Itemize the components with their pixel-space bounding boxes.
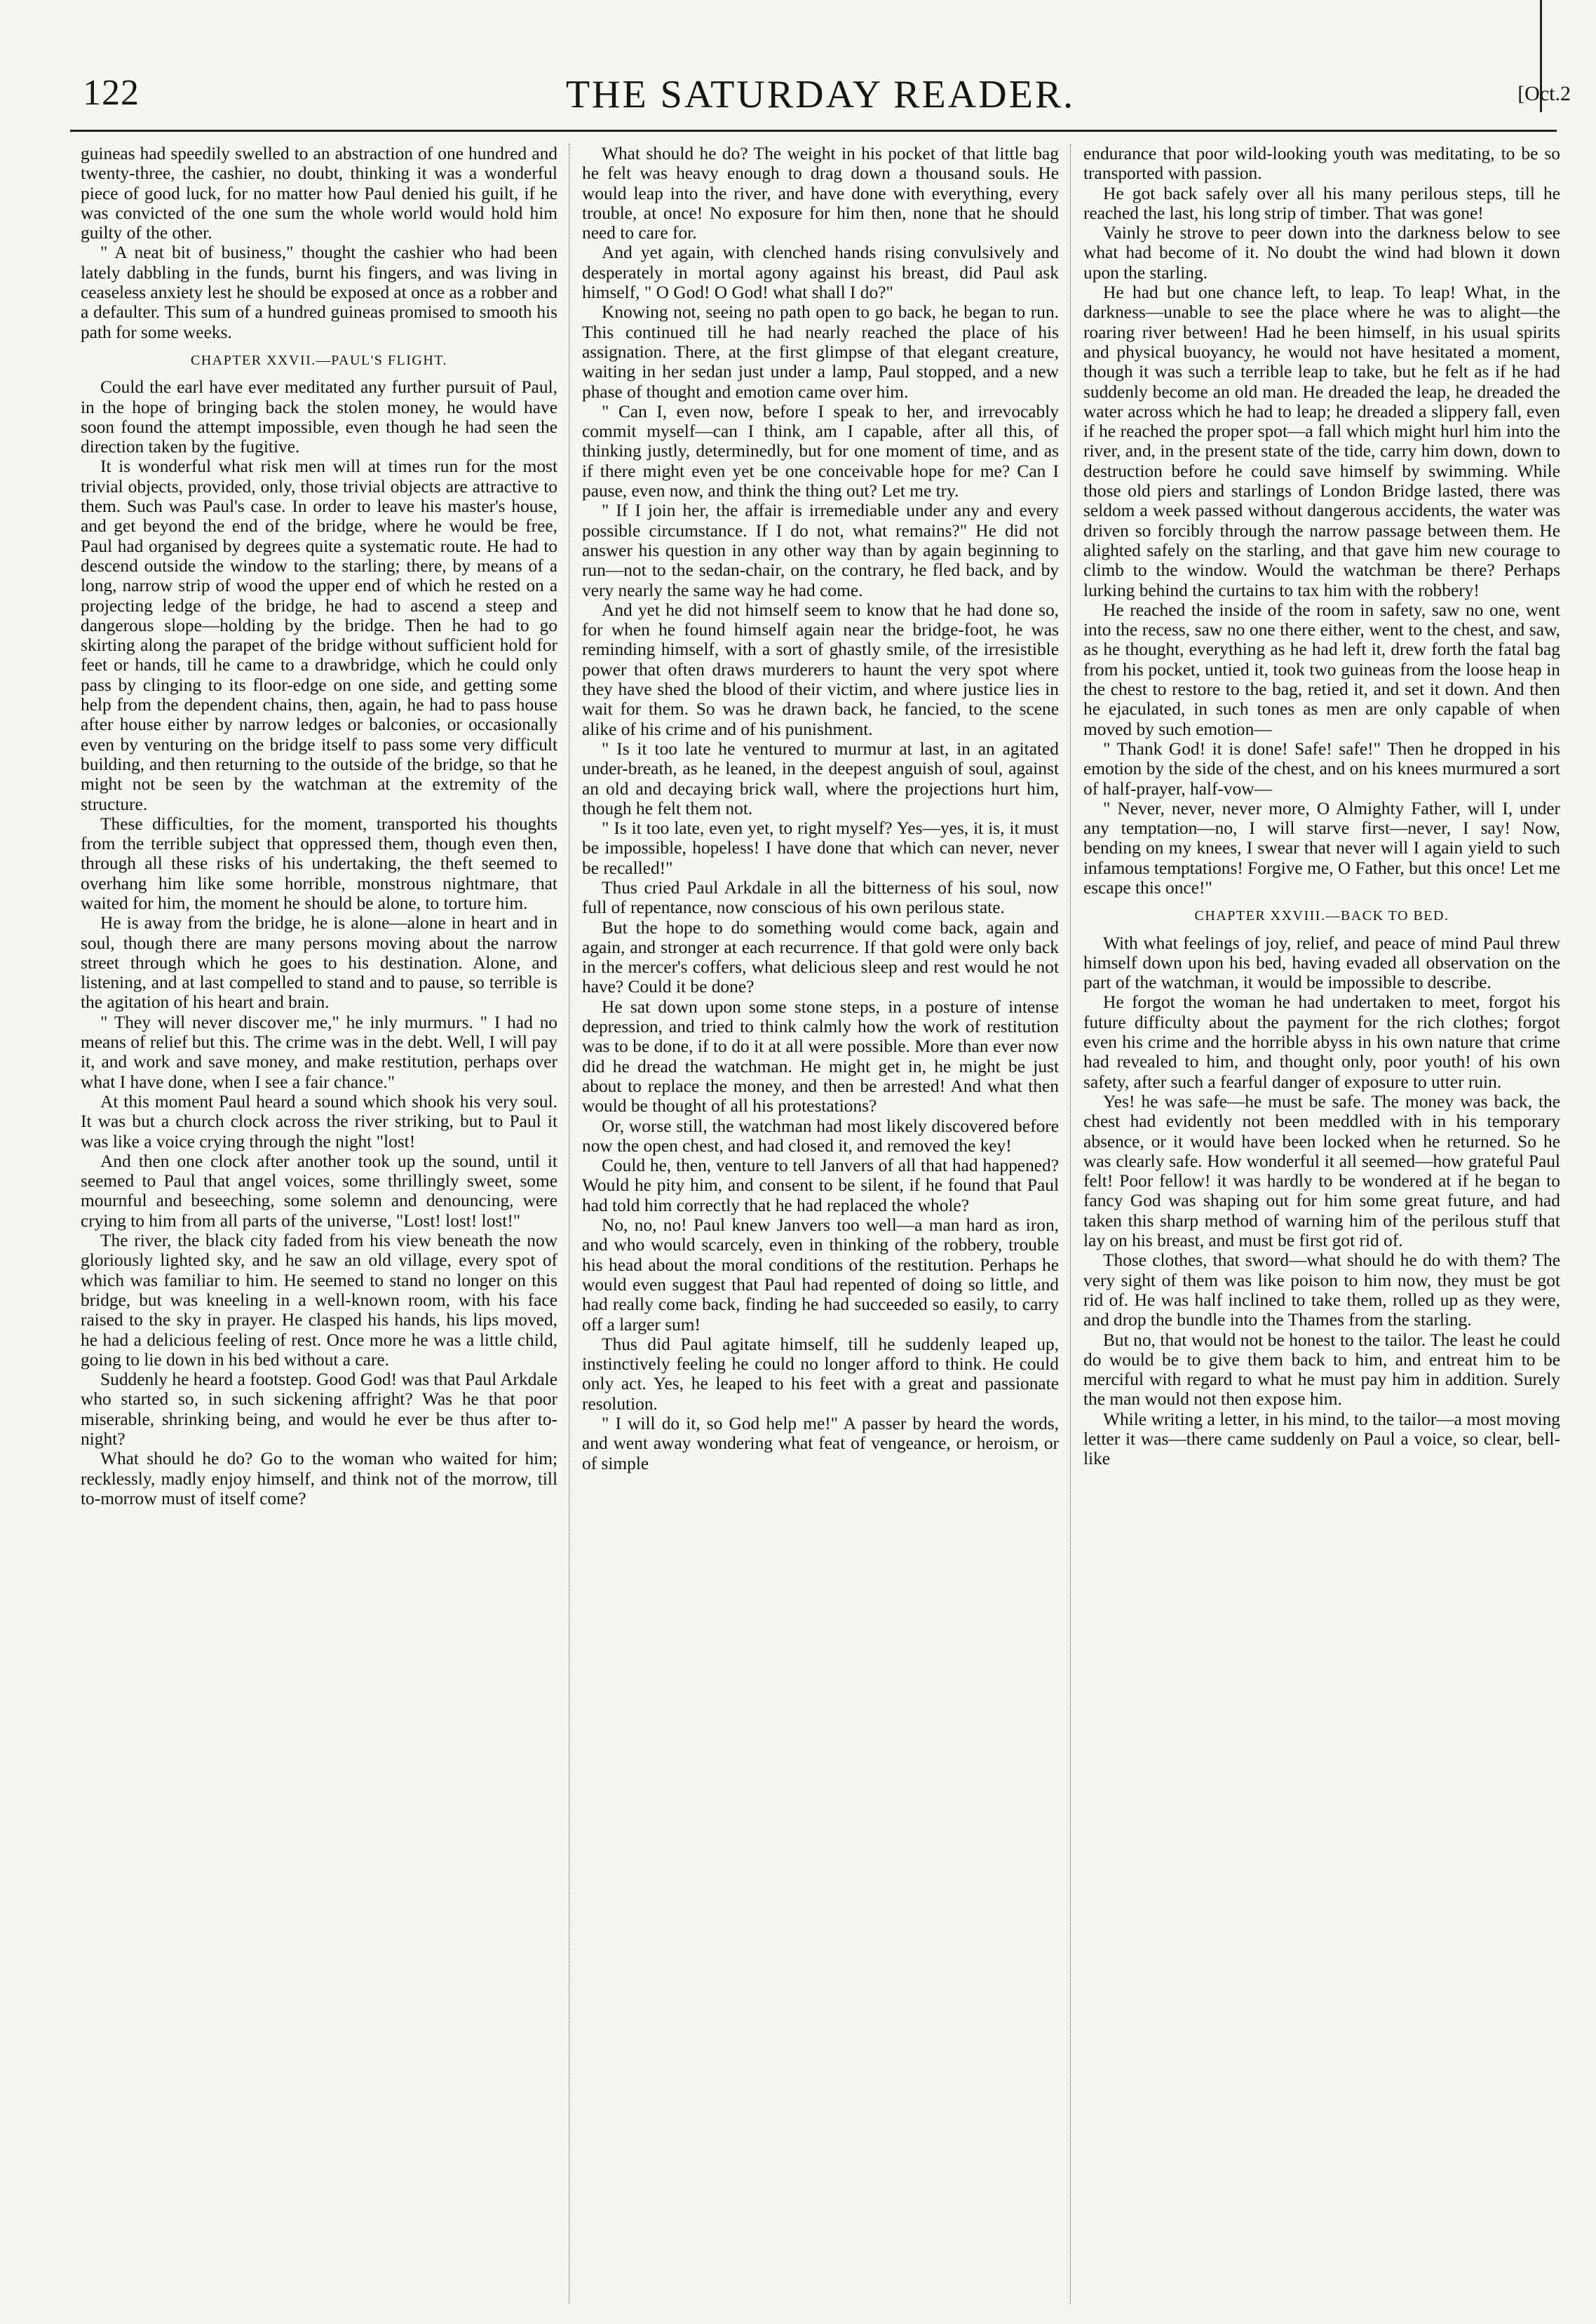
paragraph: He is away from the bridge, he is alone—alone in heart and in soul, though there are many persons moving about the narrow street through which he goes to his destination. Alone, and listening, and at last compelled to stand and to pause, so terrible is the agitation of his heart and brain. xyxy=(81,913,557,1013)
paragraph: Those clothes, that sword—what should he do with them? The very sight of them was like poison to him now, they must be got rid of. He was half inclined to take them, rolled up as they were, and drop the bundle into the Thames from the starling. xyxy=(1083,1250,1560,1330)
paragraph: Knowing not, seeing no path open to go back, he began to run. This continued till he had nearly reached the place of his assignation. There, at the first glimpse of that elegant creature, waiting in her sedan just under a lamp, Paul stopped, and a new phase of thought and emotion came over him. xyxy=(582,302,1059,402)
header-rule xyxy=(70,130,1557,132)
paragraph: While writing a letter, in his mind, to the tailor—a most moving letter it was—there came suddenly on Paul a voice, so clear, bell-like xyxy=(1083,1409,1560,1469)
paragraph: But the hope to do something would come back, again and again, and stronger at each recurrence. If that gold were only back in the mercer's coffers, what delicious sleep and rest would he not have? Could it be done? xyxy=(582,917,1059,997)
paragraph: He had but one chance left, to leap. To leap! What, in the darkness—unable to see the place where he was to alight—the roaring river between! Had he been himself, in his usual spirits and physical buoyancy, he would not have hesitated a moment, though it was such a terrible leap to take, but he felt as if he had suddenly become an old man. He dreaded the leap, he dreaded the water across which he had to leap; he dreaded a slippery fall, even if he reached the proper spot—a fall which might hurl him into the river, and, in the present state of the tide, carry him down, down to destruction before he could save himself by swimming. While those old piers and starlings of London Bridge lasted, there was seldom a week passed without dangerous accidents, the water was driven so forcibly through the narrow passage between them. He alighted safely on the starling, and that gave him new courage to climb to the window. Would the watchman be there? Perhaps lurking behind the curtains to tax him with the robbery! xyxy=(1083,283,1560,600)
paragraph: The river, the black city faded from his view beneath the now gloriously lighted sky, and he saw an old village, every spot of which was familiar to him. He seemed to stand no longer on this bridge, but was kneeling in a well-known room, with his face raised to the sky in prayer. He clasped his hands, his lips moved, he had a delicious feeling of rest. Once more he was a little child, going to lie down in his bed without a care. xyxy=(81,1231,557,1370)
paragraph: With what feelings of joy, relief, and peace of mind Paul threw himself down upon his bed, having evaded all observation on the part of the watchman, it would be impossible to describe. xyxy=(1083,933,1560,993)
paragraph: It is wonderful what risk men will at times run for the most trivial objects, provided, only, those trivial objects are attractive to them. Such was Paul's case. In order to leave his master's house, and get beyond the end of the bridge, where he would be free, Paul had organised by degrees quite a systematic route. He had to descend outside the window to the starling; there, by means of a long, narrow strip of wood the upper end of which he rested on a projecting ledge of the bridge, he had to ascend a steep and dangerous slope—holding by the bridge. Then he had to go skirting along the parapet of the bridge without sufficient hold for feet or hands, till he came to a drawbridge, which he could only pass by clinging to its floor-edge on one side, and getting some help from the dependent chains, then, again, he had to pass house after house either by narrow ledges or balconies, or occasionally even by venturing on the bridge itself to pass some very difficult building, and then returning to the outside of the bridge, so that he might not be seen by the watchman at the extremity of the structure. xyxy=(81,457,557,814)
paragraph: Could he, then, venture to tell Janvers of all that had happened? Would he pity him, and consent to be silent, if he found that Paul had told him correctly that he had replaced the whole? xyxy=(582,1156,1059,1215)
paragraph: Yes! he was safe—he must be safe. The money was back, the chest had evidently not been meddled with in his temporary absence, or it would have been locked when he returned. So he was clearly safe. How wonderful it all seemed—how grateful Paul felt! Poor fellow! it was hardly to be wondered at if he began to fancy God was shaping out for him some great future, and had taken this sharp method of warning him of the perilous stuff that lay on his breast, and must be first got rid of. xyxy=(1083,1091,1560,1251)
paragraph: " Thank God! it is done! Safe! safe!" Then he dropped in his emotion by the side of the chest, and on his knees murmured a sort of half-prayer, half-vow— xyxy=(1083,738,1560,799)
paragraph: " I will do it, so God help me!" A passer by heard the words, and went away wondering what feat of vengeance, or heroism, or of simple xyxy=(582,1414,1059,1473)
column-divider xyxy=(1070,144,1071,2304)
issue-date: [Oct.2 xyxy=(1517,82,1571,105)
paragraph: No, no, no! Paul knew Janvers too well—a man hard as iron, and who would scarcely, even in thinking of the robbery, trouble his head about the moral conditions of the restitution. Perhaps he would even suggest that Paul had repented of doing so little, and had really come back, finding he had succeeded so easily, to carry off a larger sum! xyxy=(582,1215,1059,1335)
paragraph: " They will never discover me," he inly murmurs. " I had no means of relief but this. The crime was in the debt. Well, I will pay it, and work and save money, and make restitution, perhaps over what I have done, when I see a fair chance." xyxy=(81,1012,557,1092)
paragraph: endurance that poor wild-looking youth was meditating, to be so transported with passion. xyxy=(1083,144,1560,184)
paragraph: Vainly he strove to peer down into the darkness below to see what had become of it. No doubt the wind had blown it down upon the starling. xyxy=(1083,223,1560,283)
column-3 xyxy=(1083,144,1560,2304)
paragraph: And then one clock after another took up the sound, until it seemed to Paul that angel voices, some thrillingly sweet, some mournful and beseeching, some solemn and denouncing, were crying to him from all parts of the universe, "Lost! lost! lost!" xyxy=(81,1151,557,1231)
paragraph: Thus cried Paul Arkdale in all the bitterness of his soul, now full of repentance, now conscious of his own perilous state. xyxy=(582,877,1059,918)
paragraph: He got back safely over all his many perilous steps, till he reached the last, his long strip of timber. That was gone! xyxy=(1083,183,1560,223)
journal-title: THE SATURDAY READER. xyxy=(565,73,1076,116)
paragraph: And yet again, with clenched hands rising convulsively and desperately in mortal agony against his breast, did Paul ask himself, " O God! O God! what shall I do?" xyxy=(582,243,1059,303)
chapter-heading: CHAPTER XXVIII.—BACK TO BED. xyxy=(1194,908,1449,924)
paragraph: " Is it too late he ventured to murmur at last, in an agitated under-breath, as he leaned, in the deepest anguish of soul, against an old and decaying brick wall, where the projections hurt him, though he felt them not. xyxy=(582,738,1059,818)
paragraph: Or, worse still, the watchman had most likely discovered before now the open chest, and had closed it, and removed the key! xyxy=(582,1116,1059,1156)
paragraph: " Can I, even now, before I speak to her, and irrevocably commit myself—can I think, am I capable, after all this, of thinking justly, determinedly, but for one moment of time, and as if there might even yet be one conceivable hope for me? Can I pause, even now, and think the thing out? Let me try. xyxy=(582,401,1059,501)
paragraph: What should he do? Go to the woman who waited for him; recklessly, madly enjoy himself, and think not of the morrow, till to-morrow must of itself come? xyxy=(81,1449,557,1508)
paragraph: But no, that would not be honest to the tailor. The least he could do would be to give them back to him, and entreat him to be merciful with regard to what he must pay him in addition. Surely the man would not then expose him. xyxy=(1083,1330,1560,1410)
paragraph: What should he do? The weight in his pocket of that little bag he felt was heavy enough to drag down a thousand souls. He would leap into the river, and have done with everything, every trouble, at once! No exposure for him then, none that he should need to care for. xyxy=(582,144,1059,243)
paragraph: guineas had speedily swelled to an abstraction of one hundred and twenty-three, the cashier, no doubt, thinking it was a wonderful piece of good luck, for no matter how Paul denied his guilt, if he was convicted of the one sum the whole world would hold him guilty of the other. xyxy=(81,144,557,243)
paragraph: He reached the inside of the room in safety, saw no one, went into the recess, saw no one there either, went to the chest, and saw, as he thought, everything as he had left it, drew forth the fatal bag from his pocket, untied it, took two guineas from the loose heap in the chest to restore to the bag, retied it, and set it down. And then he ejaculated, in such tones as men are only capable of when moved by such emotion— xyxy=(1083,600,1560,739)
paragraph: Could the earl have ever meditated any further pursuit of Paul, in the hope of bringing back the stolen money, he would have soon found the attempt impossible, even though he had seen the direction taken by the fugitive. xyxy=(81,377,557,457)
paragraph: At this moment Paul heard a sound which shook his very soul. It was but a church clock across the river striking, but to Paul it was like a voice crying through the night "lost! xyxy=(81,1091,557,1151)
chapter-heading: CHAPTER XXVII.—PAUL'S FLIGHT. xyxy=(190,352,447,368)
paragraph: He sat down upon some stone steps, in a posture of intense depression, and tried to think calmly how the work of restitution was to be done, if to do it at all were possible. More than ever now did he dread the watchman. He might get in, he might be just about to replace the money, and then be arrested! And what then would be thought of all his protestations? xyxy=(582,997,1059,1116)
paragraph: And yet he did not himself seem to know that he had done so, for when he found himself again near the bridge-foot, he was reminding himself, with a sort of ghastly smile, of the irresistible power that often draws murderers to haunt the very spot where they have shed the blood of their victim, and where justice lies in wait for them. So was he drawn back, he fancied, to the scene alike of his crime and of his punishment. xyxy=(582,600,1059,739)
paragraph: " If I join her, the affair is irremediable under any and every possible circumstance. If I do not, what remains?" He did not answer his question in any other way than by again beginning to run—not to the sedan-chair, on the contrary, he fled back, and by very nearly the same way he had come. xyxy=(582,501,1059,600)
paragraph: " A neat bit of business," thought the cashier who had been lately dabbling in the funds, burnt his fingers, and was living in ceaseless anxiety lest he should be exposed at once as a robber and a defaulter. This sum of a hundred guineas promised to smooth his path for some weeks. xyxy=(81,243,557,342)
paragraph: Suddenly he heard a footstep. Good God! was that Paul Arkdale who started so, in such sickening affright? Was he that poor miserable, shrinking being, and would he ever be thus after to-night? xyxy=(81,1370,557,1449)
paragraph: " Never, never, never more, O Almighty Father, will I, under any temptation—no, I will starve first—never, I say! Now, bending on my knees, I swear that never will I again yield to such infamous temptations! Forgive me, O Father, but this once! Let me escape this once!" xyxy=(1083,798,1560,898)
column-2 xyxy=(582,144,1059,2304)
page-header xyxy=(70,67,1571,123)
page-number: 122 xyxy=(83,73,140,113)
paragraph: " Is it too late, even yet, to right myself? Yes—yes, it is, it must be impossible, hopeless! I have done that which can never, never be recalled!" xyxy=(582,818,1059,878)
paragraph: He forgot the woman he had undertaken to meet, forgot his future difficulty about the payment for the rich clothes; forgot even his crime and the horrible abyss in his own nature that crime had revealed to him, and thought only, poor youth! of his own safety, after such a fearful danger of exposure to utter ruin. xyxy=(1083,992,1560,1092)
column-1 xyxy=(81,144,557,2304)
page-edge-rule xyxy=(1540,0,1542,112)
paragraph: Thus did Paul agitate himself, till he suddenly leaped up, instinctively feeling he could no longer afford to think. He could only act. Yes, he leaped to his feet with a great and passionate resolution. xyxy=(582,1334,1059,1414)
paragraph: These difficulties, for the moment, transported his thoughts from the terrible subject that oppressed them, though even then, through all these risks of his undertaking, the theft seemed to overhang him like some horrible, monstrous nightmare, that waited for him, the moment he should be alone, to torture him. xyxy=(81,813,557,913)
